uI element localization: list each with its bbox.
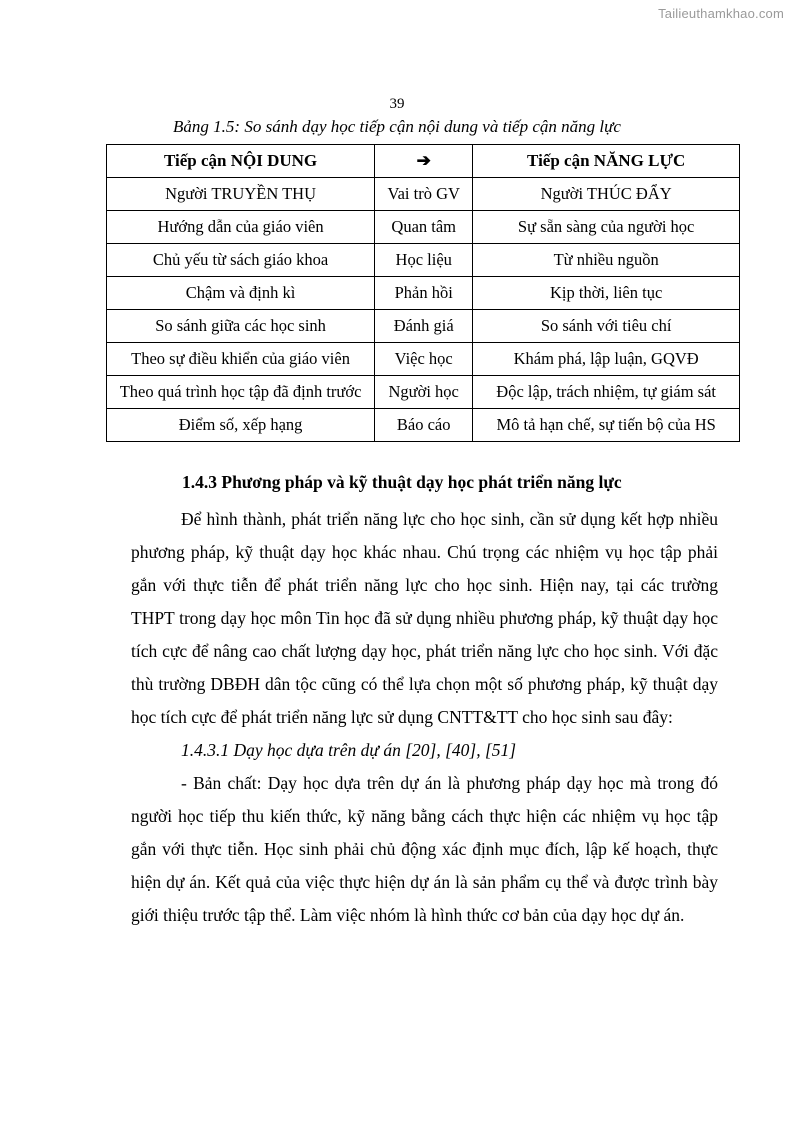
table-row — [107, 343, 740, 376]
subsection-heading: 1.4.3.1 Dạy học dựa trên dự án [20], [40], [51] — [181, 740, 517, 760]
table-cell: Học liệu — [375, 244, 473, 277]
table-cell: Độc lập, trách nhiệm, tự giám sát — [473, 376, 740, 409]
arrow-right-icon: ➔ — [375, 145, 473, 178]
table-cell: Từ nhiều nguồn — [473, 244, 740, 277]
table-row — [107, 376, 740, 409]
table-caption: Bảng 1.5: So sánh dạy học tiếp cận nội dung và tiếp cận năng lực — [173, 117, 621, 136]
table-cell: Người TRUYỀN THỤ — [107, 178, 375, 211]
section-heading: 1.4.3 Phương pháp và kỹ thuật dạy học phát triển năng lực — [182, 472, 622, 492]
table-cell: So sánh giữa các học sinh — [107, 310, 375, 343]
table-cell: Quan tâm — [375, 211, 473, 244]
table-row — [107, 178, 740, 211]
table-cell: Vai trò GV — [375, 178, 473, 211]
body-text — [131, 503, 718, 932]
table-row — [107, 277, 740, 310]
table-cell: Việc học — [375, 343, 473, 376]
page-number: 39 — [389, 96, 405, 112]
table-cell: Điểm số, xếp hạng — [107, 409, 375, 442]
comparison-table — [106, 144, 740, 442]
table-row — [107, 409, 740, 442]
table-row — [107, 244, 740, 277]
table-cell: Chậm và định kì — [107, 277, 375, 310]
table-cell: Mô tả hạn chế, sự tiến bộ của HS — [473, 409, 740, 442]
table-cell: Người THÚC ĐẨY — [473, 178, 740, 211]
table-cell: Báo cáo — [375, 409, 473, 442]
table-cell: Phản hồi — [375, 277, 473, 310]
table-cell: Chủ yếu từ sách giáo khoa — [107, 244, 375, 277]
table-cell: Sự sẵn sàng của người học — [473, 211, 740, 244]
table-row — [107, 310, 740, 343]
paragraph: Để hình thành, phát triển năng lực cho học sinh, cần sử dụng kết hợp nhiều phương pháp, kỹ thuật dạy học khác nhau. Chú trọng các nhiệm vụ học tập phải gắn với thực tiễn để phát triển năng lực cho học sinh. Hiện nay, tại các trường THPT trong dạy học môn Tin học đã sử dụng nhiều phương pháp, kỹ thuật dạy học tích cực để nâng cao chất lượng dạy học, phát triển năng lực cho học sinh. Với đặc thù trường DBĐH dân tộc cũng có thể lựa chọn một số phương pháp, kỹ thuật dạy học tích cực để phát triển năng lực sử dụng CNTT&TT cho học sinh sau đây: — [131, 509, 718, 727]
header-competency-approach: Tiếp cận NĂNG LỰC — [473, 145, 740, 178]
header-content-approach: Tiếp cận NỘI DUNG — [107, 145, 375, 178]
table-cell: Người học — [375, 376, 473, 409]
table-cell: Đánh giá — [375, 310, 473, 343]
paragraph: - Bản chất: Dạy học dựa trên dự án là phương pháp dạy học mà trong đó người học tiếp thu kiến thức, kỹ năng bằng cách thực hiện các nhiệm vụ học tập gắn với thực tiễn. Học sinh phải chủ động xác định mục đích, lập kế hoạch, thực hiện dự án. Kết quả của việc thực hiện dự án là sản phẩm cụ thể và được trình bày giới thiệu trước tập thể. Làm việc nhóm là hình thức cơ bản của dạy học dự án. — [131, 773, 718, 925]
watermark: Tailieuthamkhao.com — [658, 6, 784, 21]
table-cell: Khám phá, lập luận, GQVĐ — [473, 343, 740, 376]
table-header-row — [107, 145, 740, 178]
table-row — [107, 211, 740, 244]
table-cell: Hướng dẫn của giáo viên — [107, 211, 375, 244]
table-cell: Kịp thời, liên tục — [473, 277, 740, 310]
table-cell: Theo quá trình học tập đã định trước — [107, 376, 375, 409]
table-cell: So sánh với tiêu chí — [473, 310, 740, 343]
table-cell: Theo sự điều khiển của giáo viên — [107, 343, 375, 376]
